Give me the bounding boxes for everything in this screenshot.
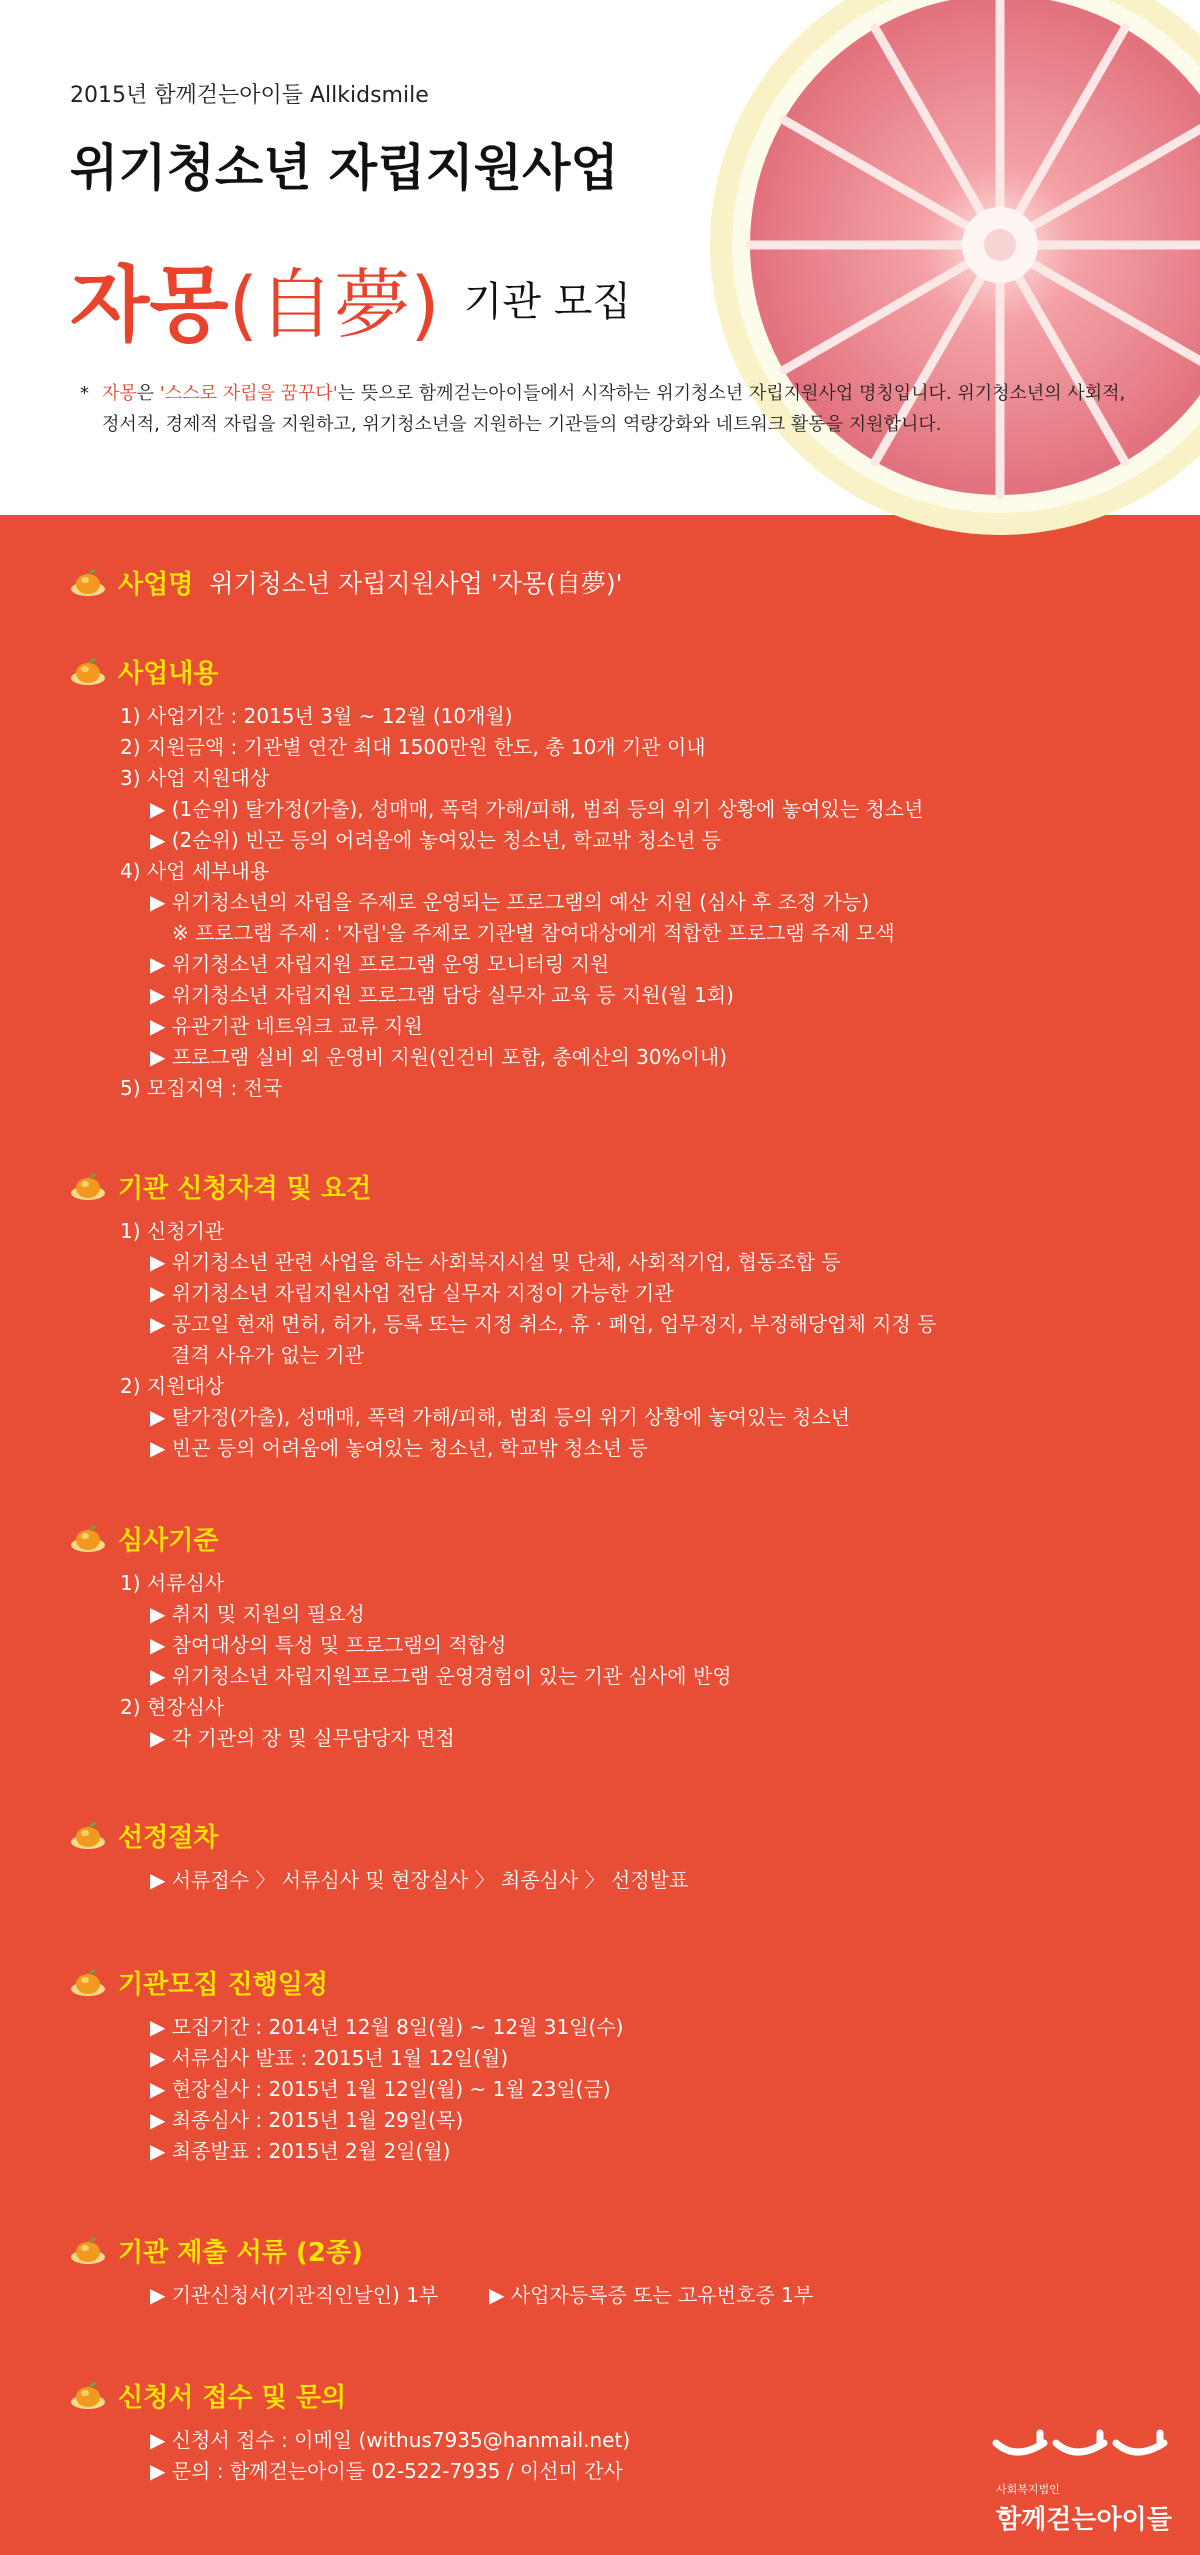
section-eligibility <box>70 1166 1110 1464</box>
note-text: 은 <box>136 383 160 404</box>
content-line: ▶ 유관기관 네트워크 교류 지원 <box>150 1014 423 1038</box>
section-title: 기관 신청자격 및 요건 <box>118 1173 372 1204</box>
section-contact <box>70 2375 1110 2487</box>
content-line: ▶ 위기청소년 자립지원 프로그램 담당 실무자 교육 등 지원(월 1회) <box>150 983 734 1007</box>
section-schedule <box>70 1962 1110 2167</box>
section-title: 사업명 <box>118 569 194 600</box>
section-title: 기관 제출 서류 (2종) <box>118 2237 363 2268</box>
section-subtitle: 위기청소년 자립지원사업 '자몽(自夢)' <box>209 569 623 598</box>
orange-icon <box>70 1967 106 1997</box>
project-title: 위기청소년 자립지원사업 <box>70 139 619 197</box>
section-title: 기관모집 진행일정 <box>118 1969 328 2000</box>
orange-icon <box>70 567 106 597</box>
content-line: ▶ 위기청소년의 자립을 주제로 운영되는 프로그램의 예산 지원 (심사 후 조정 가능) <box>150 890 870 914</box>
orange-icon <box>70 1820 106 1850</box>
section-procedure <box>70 1815 1110 1896</box>
section-content <box>70 651 1110 1104</box>
content-line: ▶ 프로그램 실비 외 운영비 지원(인건비 포함, 총예산의 30%이내) <box>150 1045 728 1069</box>
brand-title <box>70 240 631 357</box>
orange-icon <box>70 1523 106 1553</box>
section-title: 선정절차 <box>118 1822 219 1853</box>
orange-icon <box>70 2380 106 2410</box>
orange-icon <box>70 2235 106 2265</box>
content-line: ▶ 위기청소년 관련 사업을 하는 사회복지시설 및 단체, 사회적기업, 협동조합 등 <box>150 1250 841 1274</box>
content-line: 2) 현장심사 <box>120 1695 225 1719</box>
note-text: 는 뜻으로 함께걷는아이들에서 시작하는 위기청소년 자립지원사업 명칭입니다. 위기청소년의 사회적, 정서적, 경제적 자립을 지원하고, 위기청소년을 지원하는 기관들의 역량강화와 네트워크 활동을 지원합니다. <box>102 383 1126 435</box>
organization-logo <box>986 2425 1176 2536</box>
content-line: ▶ 각 기관의 장 및 실무담당자 면접 <box>150 1726 455 1750</box>
brand-name: 자몽 <box>70 258 229 353</box>
content-line: 1) 서류심사 <box>120 1571 225 1595</box>
recruit-label: 기관 모집 <box>463 279 632 325</box>
content-line: 3) 사업 지원대상 <box>120 766 270 790</box>
section-criteria <box>70 1518 1110 1754</box>
note-highlight-meaning: '스스로 자립을 꿈꾸다' <box>159 383 338 404</box>
content-line: ▶ 문의 : 함께걷는아이들 02-522-7935 / 이선미 간사 <box>150 2459 623 2483</box>
section-title: 심사기준 <box>118 1525 219 1556</box>
orange-icon <box>70 1171 106 1201</box>
content-line: 결격 사유가 없는 기관 <box>171 1343 364 1367</box>
content-line: ▶ 서류접수 〉 서류심사 및 현장실사 〉 최종심사 〉 선정발표 <box>150 1868 689 1892</box>
section-documents <box>70 2230 1110 2311</box>
organizer-line: 2015년 함께걷는아이들 Allkidsmile <box>70 83 429 108</box>
content-line: ▶ 서류심사 발표 : 2015년 1월 12일(월) <box>150 2046 509 2070</box>
content-line: ※ 프로그램 주제 : '자립'을 주제로 기관별 참여대상에게 적합한 프로그램 주제 모색 <box>172 921 895 945</box>
orange-icon <box>70 656 106 686</box>
content-line: ▶ 최종심사 : 2015년 1월 29일(목) <box>150 2108 464 2132</box>
logo-name: 함께걷는아이들 <box>996 2505 1172 2535</box>
intro-note <box>80 378 1130 440</box>
content-line: ▶ 참여대상의 특성 및 프로그램의 적합성 <box>150 1633 507 1657</box>
brand-hanja: (自夢) <box>228 260 440 349</box>
content-line: ▶ 위기청소년 자립지원 프로그램 운영 모니터링 지원 <box>150 952 610 976</box>
content-line: ▶ 모집기간 : 2014년 12월 8일(월) ~ 12월 31일(수) <box>150 2015 624 2039</box>
logo-subtitle: 사회복지법인 <box>996 2483 1060 2496</box>
content-line: ▶ 빈곤 등의 어려움에 놓여있는 청소년, 학교밖 청소년 등 <box>150 1436 648 1460</box>
content-line: ▶ 최종발표 : 2015년 2월 2일(월) <box>150 2139 451 2163</box>
content-line: ▶ 위기청소년 자립지원사업 전담 실무자 지정이 가능한 기관 <box>150 1281 674 1305</box>
note-highlight-brand: 자몽 <box>102 383 137 404</box>
section-title: 신청서 접수 및 문의 <box>118 2382 347 2413</box>
content-line: 5) 모집지역 : 전국 <box>120 1076 283 1100</box>
content-line: 1) 신청기관 <box>120 1219 225 1243</box>
section-title: 사업내용 <box>118 658 219 689</box>
content-line: ▶ 기관신청서(기관직인날인) 1부 ▶ 사업자등록증 또는 고유번호증 1부 <box>150 2283 814 2307</box>
content-line: ▶ 취지 및 지원의 필요성 <box>150 1602 365 1626</box>
content-line: ▶ 위기청소년 자립지원프로그램 운영경험이 있는 기관 심사에 반영 <box>150 1664 732 1688</box>
walking-figures-icon <box>986 2425 1176 2471</box>
content-line: 2) 지원대상 <box>120 1374 225 1398</box>
content-line: 4) 사업 세부내용 <box>120 859 270 883</box>
content-line: 2) 지원금액 : 기관별 연간 최대 1500만원 한도, 총 10개 기관 이내 <box>120 735 706 759</box>
content-line: ▶ 신청서 접수 : 이메일 (withus7935@hanmail.net) <box>150 2428 631 2452</box>
content-line: ▶ 탈가정(가출), 성매매, 폭력 가해/피해, 범죄 등의 위기 상황에 놓여있는 청소년 <box>150 1405 850 1429</box>
content-line: ▶ (2순위) 빈곤 등의 어려움에 놓여있는 청소년, 학교밖 청소년 등 <box>150 828 721 852</box>
note-asterisk: * <box>80 383 89 404</box>
content-line: ▶ (1순위) 탈가정(가출), 성매매, 폭력 가해/피해, 범죄 등의 위기 상황에 놓여있는 청소년 <box>150 797 924 821</box>
content-line: 1) 사업기간 : 2015년 3월 ~ 12월 (10개월) <box>120 704 513 728</box>
section-project-name <box>70 562 1110 602</box>
content-line: ▶ 현장실사 : 2015년 1월 12일(월) ~ 1월 23일(금) <box>150 2077 611 2101</box>
content-line: ▶ 공고일 현재 면허, 허가, 등록 또는 지정 취소, 휴 · 폐업, 업무정지, 부정해당업체 지정 등 <box>150 1312 937 1336</box>
